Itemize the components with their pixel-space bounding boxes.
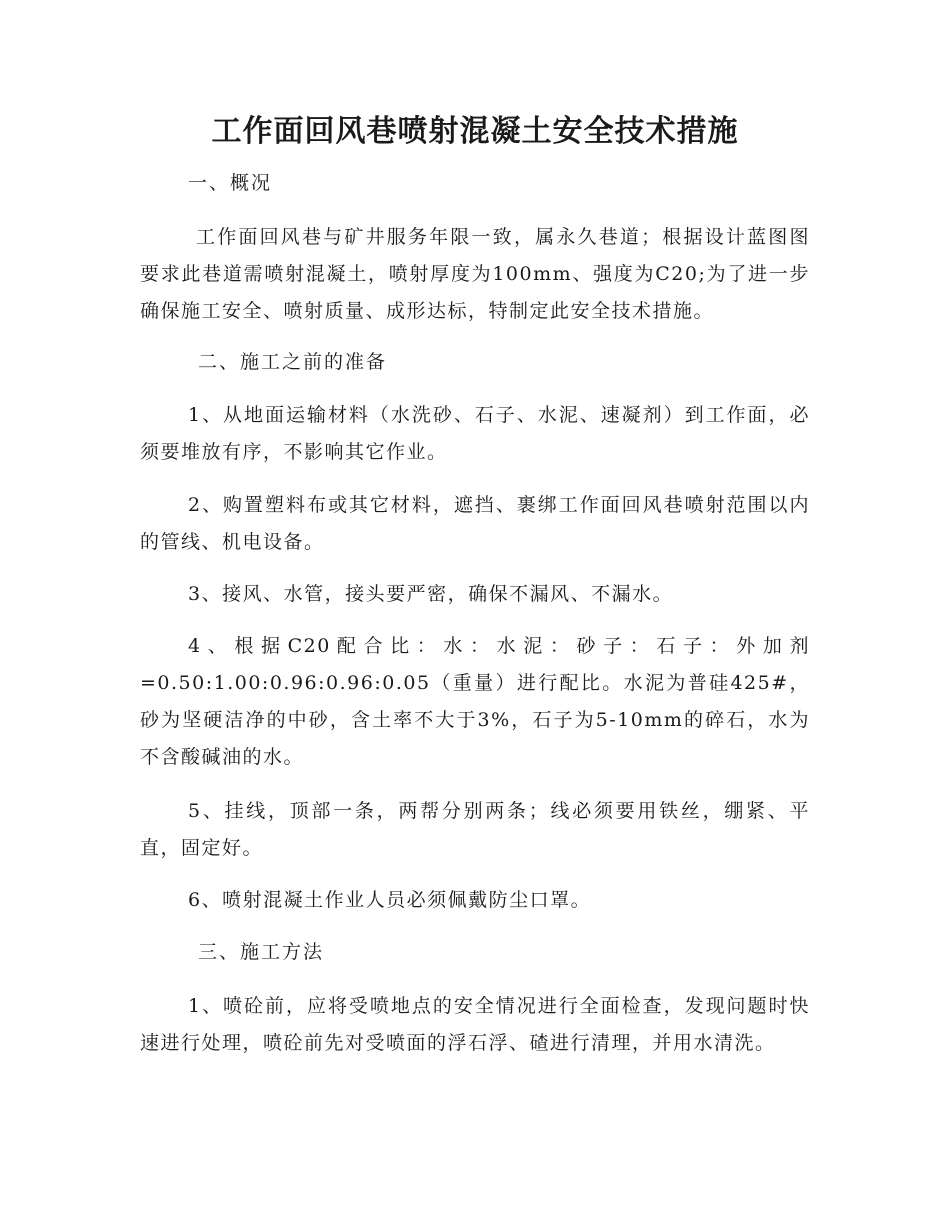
section-heading-preparation: 二、施工之前的准备 [198,351,388,373]
section-heading-method: 三、施工方法 [198,941,325,963]
paragraph-prep-4: 4、根据C20配合比：水：水泥：砂子：石子：外加剂 =0.50:1.00:0.96:0.96:0.05（重量）进行配比。水泥为普硅425#，砂为坚硬洁净的中砂，含土率不大于3%，石子为5-10mm的碎石，水为不含酸碱油的水。 [140,635,810,768]
document-title: 工作面回风巷喷射混凝土安全技术措施 [211,114,739,149]
paragraph-prep-3: 3、接风、水管，接头要严密，确保不漏风、不漏水。 [188,583,674,605]
paragraph-method-1: 1、喷砼前，应将受喷地点的安全情况进行全面检查，发现问题时快速进行处理，喷砼前先对受喷面的浮石浮、碴进行清理，并用水清洗。 [140,995,810,1054]
section-heading-overview: 一、概况 [188,172,273,194]
paragraph-prep-2: 2、购置塑料布或其它材料，遮挡、裹绑工作面回风巷喷射范围以内的管线、机电设备。 [140,494,810,553]
paragraph-prep-6: 6、喷射混凝土作业人员必须佩戴防尘口罩。 [188,889,592,911]
paragraph-prep-1: 1、从地面运输材料（水洗砂、石子、水泥、速凝剂）到工作面，必须要堆放有序，不影响其它作业。 [140,404,810,463]
paragraph-prep-5: 5、挂线，顶部一条，两帮分别两条；线必须要用铁丝，绷紧、平直，固定好。 [140,800,810,859]
paragraph-overview: 工作面回风巷与矿井服务年限一致，属永久巷道；根据设计蓝图图要求此巷道需喷射混凝土，喷射厚度为100mm、强度为C20;为了进一步确保施工安全、喷射质量、成形达标，特制定此安全技术措施。 [140,226,810,322]
